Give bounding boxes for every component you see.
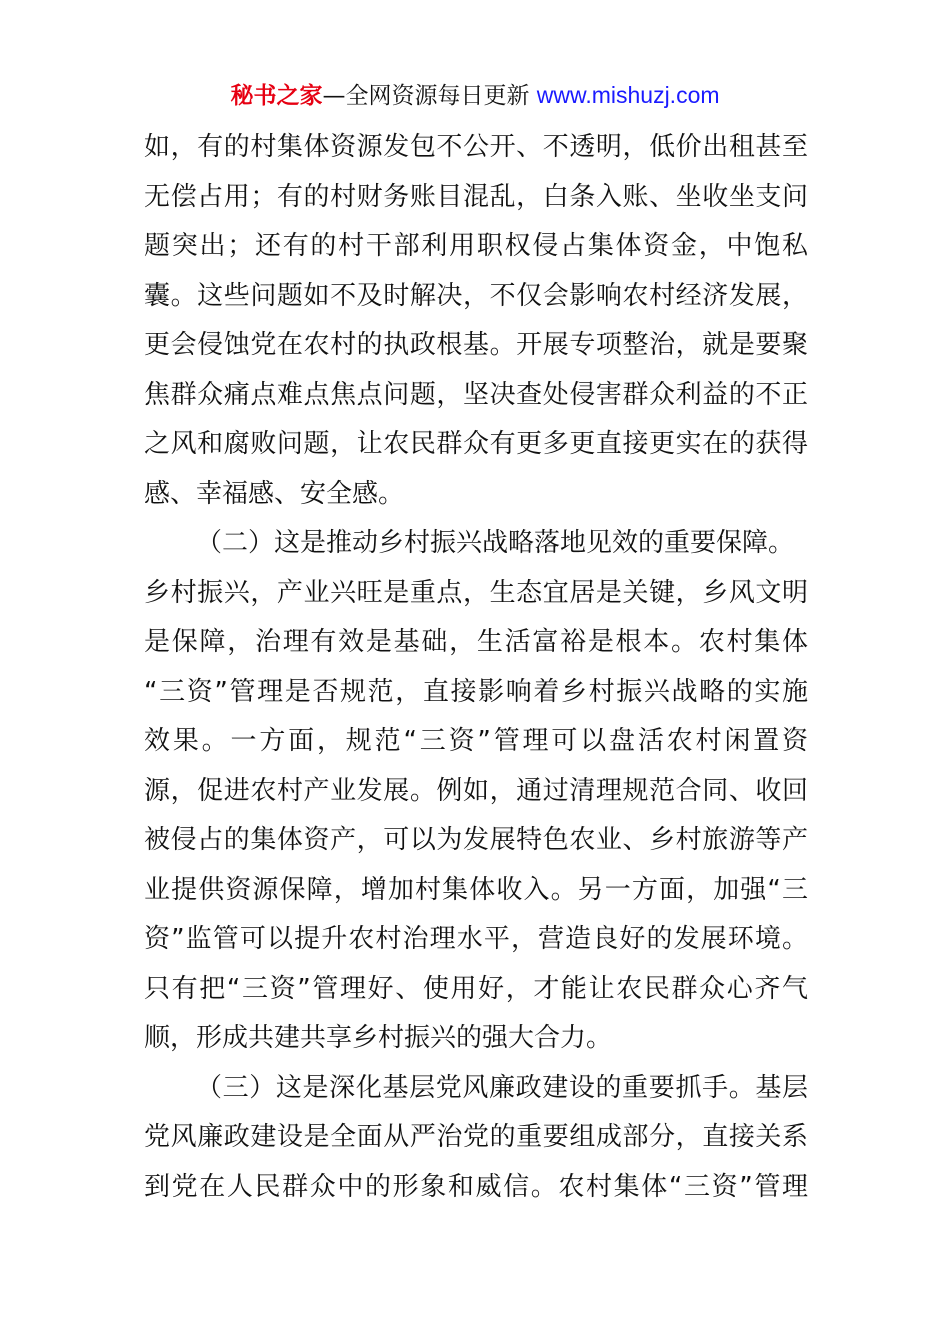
text-line: 资”监管可以提升农村治理水平，营造良好的发展环境。 [144, 924, 808, 954]
text-line: 业提供资源保障，增加村集体收入。另一方面，加强“三 [144, 874, 808, 905]
text-line: 之风和腐败问题，让农民群众有更多更直接更实在的获得 [144, 429, 808, 459]
text-line: 被侵占的集体资产，可以为发展特色农业、乡村旅游等产 [144, 825, 808, 855]
text-line: 囊。这些问题如不及时解决，不仅会影响农村经济发展， [144, 280, 808, 311]
text-line: 感、幸福感、安全感。 [144, 478, 405, 509]
text-line: 到党在人民群众中的形象和威信。农村集体“三资”管理 [144, 1171, 808, 1202]
section-heading-3: （三）这是深化基层党风廉政建设的重要抓手。基层 [196, 1072, 808, 1103]
text-line: 顺，形成共建共享乡村振兴的强大合力。 [144, 1023, 613, 1053]
site-brand: 秘书之家 [230, 83, 323, 109]
site-tagline: —全网资源每日更新 [322, 83, 537, 109]
text-line: 无偿占用；有的村财务账目混乱，白条入账、坐收坐支问 [144, 181, 808, 212]
text-line: 焦群众痛点难点焦点问题，坚决查处侵害群众利益的不正 [144, 379, 808, 410]
text-line: 乡村振兴，产业兴旺是重点，生态宜居是关键，乡风文明 [144, 577, 808, 608]
text-line: 只有把“三资”管理好、使用好，才能让农民群众心齐气 [144, 973, 808, 1004]
section-heading-2: （二）这是推动乡村振兴战略落地见效的重要保障。 [196, 528, 795, 558]
document-body [144, 123, 808, 1212]
site-header [0, 78, 950, 113]
site-url-link[interactable]: www.mishuzj.com [536, 82, 720, 108]
text-line: 如，有的村集体资源发包不公开、不透明，低价出租甚至 [144, 132, 808, 162]
text-line: 是保障，治理有效是基础，生活富裕是根本。农村集体 [144, 627, 808, 657]
text-line: 题突出；还有的村干部利用职权侵占集体资金，中饱私 [144, 231, 808, 261]
text-line: 源，促进农村产业发展。例如，通过清理规范合同、收回 [144, 775, 808, 806]
text-line: 效果。一方面，规范“三资”管理可以盘活农村闲置资 [144, 726, 808, 756]
text-line: “三资”管理是否规范，直接影响着乡村振兴战略的实施 [144, 676, 808, 707]
text-line: 更会侵蚀党在农村的执政根基。开展专项整治，就是要聚 [144, 330, 808, 360]
text-line: 党风廉政建设是全面从严治党的重要组成部分，直接关系 [144, 1122, 808, 1152]
